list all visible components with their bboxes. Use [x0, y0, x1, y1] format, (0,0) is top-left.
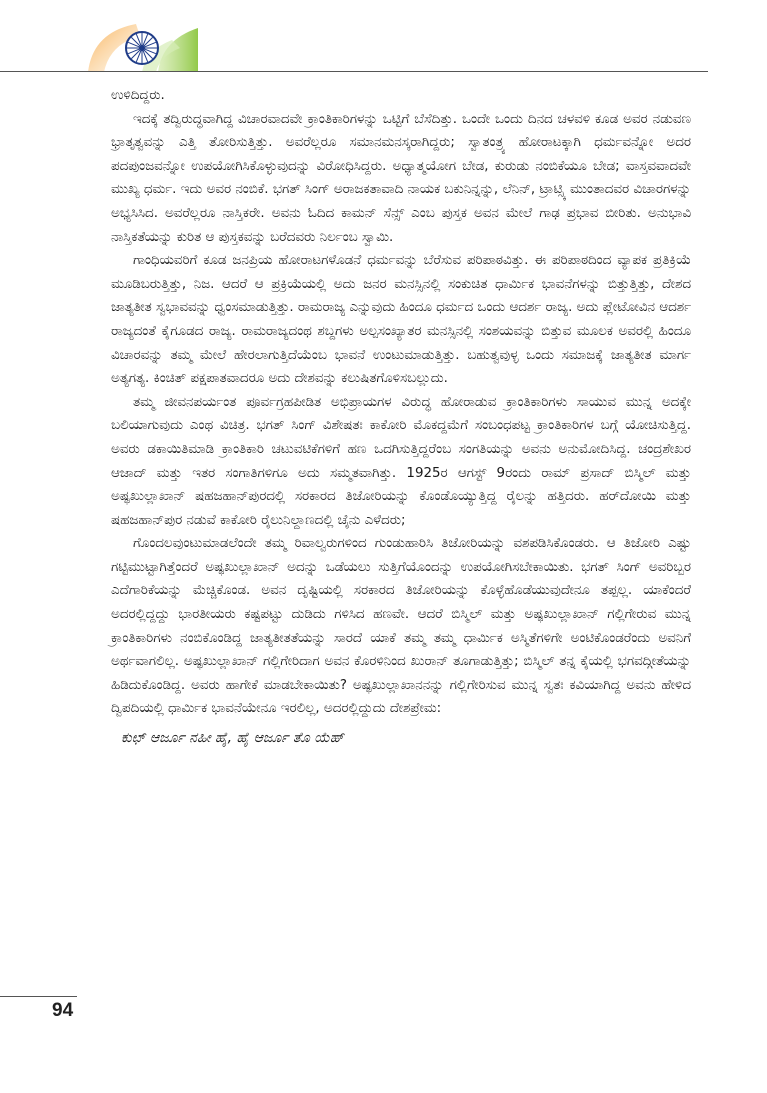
paragraph-5: ಗೊಂದಲವುಂಟುಮಾಡಲೆಂದೇ ತಮ್ಮ ರಿವಾಲ್ವರುಗಳಿಂದ ಗುಂಡುಹಾರಿಸಿ ತಿಜೋರಿಯನ್ನು ವಶಪಡಿಸಿಕೊಂಡರು. ಆ ತಿಜೋರಿ ಎಷ್ಟು ಗಟ್ಟಿಮುಟ್ಟಾಗಿತ್ತೆಂದರೆ ಅಷ್ಫಖುಲ್ಲಾಖಾನ್ ಅದನ್ನು ಒಡೆಯಲು ಸುತ್ತಿಗೆಯೊಂದನ್ನು ಉಪಯೋಗಿಸಬೇಕಾಯಿತು. ಭಗತ್ ಸಿಂಗ್ ಅವರಿಬ್ಬರ ಎದೆಗಾರಿಕೆಯನ್ನು ಮೆಚ್ಚಿಕೊಂಡ. ಅವನ ದೃಷ್ಟಿಯಲ್ಲಿ ಸರಕಾರದ ತಿಜೋರಿಯನ್ನು ಕೊಳ್ಳೆಹೊಡೆಯುವುದೇನೂ ತಪ್ಪಲ್ಲ. ಯಾಕೆಂದರೆ ಅದರಲ್ಲಿದ್ದದ್ದು ಭಾರತೀಯರು ಕಷ್ಟಪಟ್ಟು ದುಡಿದು ಗಳಿಸಿದ ಹಣವೇ. ಆದರೆ ಬಿಸ್ಮಿಲ್ ಮತ್ತು ಅಷ್ಫಖುಲ್ಲಾಖಾನ್ ಗಲ್ಲಿಗೇರುವ ಮುನ್ನ ಕ್ರಾಂತಿಕಾರಿಗಳು ನಂಬಿಕೊಂಡಿದ್ದ ಜಾತ್ಯತೀತತೆಯನ್ನು ಸಾರದೆ ಯಾಕೆ ತಮ್ಮ ತಮ್ಮ ಧಾರ್ಮಿಕ ಅಸ್ಮಿತೆಗಳಿಗೇ ಅಂಟಿಕೊಂಡರೆಂದು ಅವನಿಗೆ ಅರ್ಥವಾಗಲಿಲ್ಲ. ಅಷ್ಫಖುಲ್ಲಾಖಾನ್ ಗಲ್ಲಿಗೇರಿದಾಗ ಅವನ ಕೊರಳಿನಿಂದ ಖುರಾನ್ ತೂಗಾಡುತ್ತಿತ್ತು; ಬಿಸ್ಮಿಲ್ ತನ್ನ ಕೈಯಲ್ಲಿ ಭಗವದ್ಗೀತೆಯನ್ನು ಹಿಡಿದುಕೊಂಡಿದ್ದ. ಅವರು ಹಾಗೇಕೆ ಮಾಡಬೇಕಾಯಿತು? ಅಷ್ಫಖುಲ್ಲಾಖಾನನನ್ನು ಗಲ್ಲಿಗೇರಿಸುವ ಮುನ್ನ ಸ್ವತಃ ಕವಿಯಾಗಿದ್ದ ಅವನು ಹೇಳಿದ ದ್ವಿಪದಿಯಲ್ಲಿ ಧಾರ್ಮಿಕ ಭಾವನೆಯೇನೂ ಇರಲಿಲ್ಲ, ಅದರಲ್ಲಿದ್ದುದು ದೇಶಪ್ರೇಮ: [111, 536, 691, 717]
paragraph-3: ಗಾಂಧಿಯವರಿಗೆ ಕೂಡ ಜನಪ್ರಿಯ ಹೋರಾಟಗಳೊಡನೆ ಧರ್ಮವನ್ನು ಬೆರೆಸುವ ಪರಿಪಾಠವಿತ್ತು. ಈ ಪರಿಪಾಠದಿಂದ ವ್ಯಾಪಕ ಪ್ರತಿಕ್ರಿಯೆ ಮೂಡಿಬರುತ್ತಿತ್ತು, ನಿಜ. ಆದರೆ ಆ ಪ್ರಕ್ರಿಯೆಯಲ್ಲಿ ಅದು ಜನರ ಮನಸ್ಸಿನಲ್ಲಿ ಸಂಕುಚಿತ ಧಾರ್ಮಿಕ ಭಾವನೆಗಳನ್ನು ಬಿತ್ತುತ್ತಿತ್ತು, ದೇಶದ ಜಾತ್ಯತೀತ ಸ್ವಭಾವವನ್ನು ಧ್ವಂಸಮಾಡುತ್ತಿತ್ತು. ರಾಮರಾಜ್ಯ ಎನ್ನುವುದು ಹಿಂದೂ ಧರ್ಮದ ಒಂದು ಆದರ್ಶ ರಾಜ್ಯ. ಅದು ಪ್ಲೇಟೋವಿನ ಆದರ್ಶ ರಾಜ್ಯದಂತೆ ಕೈಗೂಡದ ರಾಜ್ಯ. ರಾಮರಾಜ್ಯದಂಥ ಶಬ್ದಗಳು ಅಲ್ಪಸಂಖ್ಯಾತರ ಮನಸ್ಸಿನಲ್ಲಿ ಸಂಶಯವನ್ನು ಬಿತ್ತುವ ಮೂಲಕ ಅವರಲ್ಲಿ ಹಿಂದೂ ವಿಚಾರವನ್ನು ತಮ್ಮ ಮೇಲೆ ಹೇರಲಾಗುತ್ತಿದೆಯೆಂಬ ಭಾವನೆ ಉಂಟುಮಾಡುತ್ತಿತ್ತು. ಬಹುತ್ವವುಳ್ಳ ಒಂದು ಸಮಾಜಕ್ಕೆ ಜಾತ್ಯತೀತ ಮಾರ್ಗ ಅತ್ಯಗತ್ಯ. ಕಿಂಚಿತ್ ಪಕ್ಷಪಾತವಾದರೂ ಅದು ದೇಶವನ್ನು ಕಲುಷಿತಗೊಳಿಸಬಲ್ಲುದು. [111, 253, 692, 387]
ashoka-chakra-icon [126, 32, 158, 64]
header-divider [0, 71, 708, 72]
footer-divider [0, 996, 77, 997]
paragraph-2: ಇದಕ್ಕೆ ತದ್ವಿರುದ್ಧವಾಗಿದ್ದ ವಿಚಾರವಾದವೇ ಕ್ರಾಂತಿಕಾರಿಗಳನ್ನು ಒಟ್ಟಿಗೆ ಬೆಸೆದಿತ್ತು. ಒಂದೇ ಒಂದು ದಿನದ ಚಳವಳಿ ಕೂಡ ಅವರ ನಡುವಣ ಭ್ರಾತೃತ್ವವನ್ನು ಎತ್ತಿ ತೋರಿಸುತ್ತಿತ್ತು. ಅವರೆಲ್ಲರೂ ಸಮಾನಮನಸ್ಕರಾಗಿದ್ದರು; ಸ್ವಾತಂತ್ರ್ಯ ಹೋರಾಟಕ್ಕಾಗಿ ಧರ್ಮವನ್ನೋ ಅದರ ಪದಪುಂಜವನ್ನೋ ಉಪಯೋಗಿಸಿಕೊಳ್ಳುವುದನ್ನು ವಿರೋಧಿಸಿದ್ದರು. ಅಧ್ಯಾತ್ಮಯೋಗ ಬೇಡ, ಕುರುಡು ನಂಬಿಕೆಯೂ ಬೇಡ; ವಾಸ್ತವವಾದವೇ ಮುಖ್ಯ ಧರ್ಮ. ಇದು ಅವರ ನಂಬಿಕೆ. ಭಗತ್ ಸಿಂಗ್ ಅರಾಜಕತಾವಾದಿ ನಾಯಕ ಬಕುನಿನ್ನನ್ನು, ಲೆನಿನ್, ಟ್ರಾಟ್ಸ್ಕಿ ಮುಂತಾದವರ ವಿಚಾರಗಳನ್ನು ಅಭ್ಯಸಿಸಿದ. ಅವರೆಲ್ಲರೂ ನಾಸ್ತಿಕರೇ. ಅವನು ಓದಿದ ಕಾಮನ್ ಸೆನ್ಸ್ ಎಂಬ ಪುಸ್ತಕ ಅವನ ಮೇಲೆ ಗಾಢ ಪ್ರಭಾವ ಬೀರಿತು. ಅನುಭಾವಿ ನಾಸ್ತಿಕತೆಯನ್ನು ಕುರಿತ ಆ ಪುಸ್ತಕವನ್ನು ಬರೆದವರು ನಿರ್ಲಂಬ ಸ್ವಾಮಿ. [111, 111, 691, 245]
header-emblem [88, 22, 198, 72]
paragraph-1: ಉಳಿದಿದ್ದರು. [111, 88, 165, 103]
page-number: 94 [52, 1000, 74, 1021]
page-body [111, 84, 691, 751]
verse-line: ಕುಛ್ ಆರ್ಜೂ ನಹೀ ಹೈ, ಹೈ ಆರ್ಜೂ ತೊ ಯೆಹ್ [121, 730, 345, 747]
paragraph-4: ತಮ್ಮ ಜೀವನಪರ್ಯಂತ ಪೂರ್ವಗ್ರಹಪೀಡಿತ ಅಭಿಪ್ರಾಯಗಳ ವಿರುದ್ಧ ಹೋರಾಡುವ ಕ್ರಾಂತಿಕಾರಿಗಳು ಸಾಯುವ ಮುನ್ನ ಅದಕ್ಕೇ ಬಲಿಯಾಗುವುದು ಎಂಥ ವಿಚಿತ್ರ. ಭಗತ್ ಸಿಂಗ್ ವಿಶೇಷತಃ ಕಾಕೋರಿ ಮೊಕದ್ದಮೆಗೆ ಸಂಬಂಧಪಟ್ಟ ಕ್ರಾಂತಿಕಾರಿಗಳ ಬಗ್ಗೆ ಯೋಚಿಸುತ್ತಿದ್ದ. ಅವರು ಡಕಾಯಿತಿಮಾಡಿ ಕ್ರಾಂತಿಕಾರಿ ಚಟುವಟಿಕೆಗಳಿಗೆ ಹಣ ಒದಗಿಸುತ್ತಿದ್ದರೆಂಬ ಸಂಗತಿಯನ್ನು ಅವನು ಅನುಮೋದಿಸಿದ್ದ. ಚಂದ್ರಶೇಖರ ಆಜಾದ್ ಮತ್ತು ಇತರ ಸಂಗಾತಿಗಳಿಗೂ ಅದು ಸಮ್ಮತವಾಗಿತ್ತು. 1925ರ ಆಗಸ್ಟ್ 9ರಂದು ರಾಮ್ ಪ್ರಸಾದ್ ಬಿಸ್ಮಿಲ್ ಮತ್ತು ಅಷ್ಫಖುಲ್ಲಾಖಾನ್ ಷಹಜಹಾನ್‌ಪುರದಲ್ಲಿ ಸರಕಾರದ ತಿಜೋರಿಯನ್ನು ಕೊಂಡೊಯ್ಯುತ್ತಿದ್ದ ರೈಲನ್ನು ಹತ್ತಿದರು. ಹರ್‌ದೋಯಿ ಮತ್ತು ಷಹಜಹಾನ್‌ಪುರ ನಡುವೆ ಕಾಕೋರಿ ರೈಲುನಿಲ್ದಾಣದಲ್ಲಿ ಚೈನು ಎಳೆದರು; [111, 394, 691, 528]
